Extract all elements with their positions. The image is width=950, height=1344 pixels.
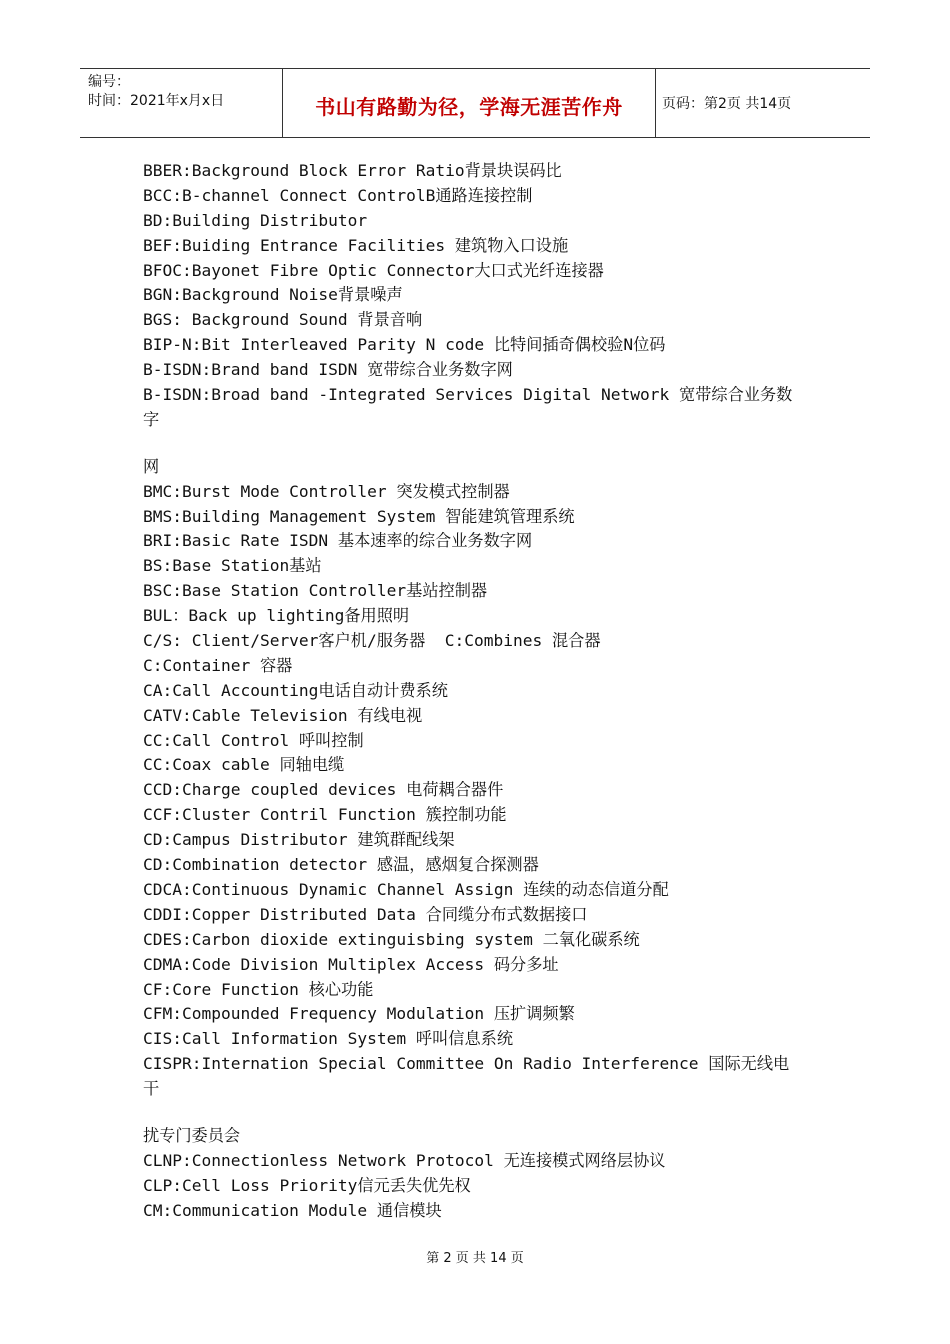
glossary-line: 扰专门委员会	[143, 1125, 241, 1145]
glossary-line: 网	[143, 456, 160, 476]
header-meta	[80, 69, 282, 137]
glossary-line: CDDI:Copper Distributed Data 合同缆分布式数据接口	[143, 904, 588, 924]
glossary-line: CDES:Carbon dioxide extinguisbing system 二氧化碳系统	[143, 929, 640, 949]
glossary-line: CM:Communication Module 通信模块	[143, 1200, 442, 1220]
glossary-line: BCC:B-channel Connect ControlB通路连接控制	[143, 185, 533, 205]
glossary-line: BSC:Base Station Controller基站控制器	[143, 581, 488, 601]
glossary-line: CLP:Cell Loss Priority信元丢失优先权	[143, 1175, 471, 1195]
glossary-line: CLNP:Connectionless Network Protocol 无连接模式网络层协议	[143, 1150, 666, 1170]
glossary-line: C:Container 容器	[143, 655, 293, 675]
glossary-line: CD:Campus Distributor 建筑群配线架	[143, 830, 455, 850]
glossary-line: BIP-N:Bit Interleaved Parity N code 比特间插奇偶校验N位码	[143, 335, 666, 355]
glossary-line: CISPR:Internation Special Committee On Radio Interference 国际无线电	[143, 1054, 790, 1074]
glossary-line: BD:Building Distributor	[143, 210, 368, 230]
glossary-line: BFOC:Bayonet Fibre Optic Connector大口式光纤连接器	[143, 260, 604, 280]
document-number-label: 编号：	[88, 74, 130, 90]
glossary-line: BRI:Basic Rate ISDN 基本速率的综合业务数字网	[143, 531, 533, 551]
page-footer: 第 2 页 共 14 页	[426, 1251, 524, 1266]
glossary-line: CATV:Cable Television 有线电视	[143, 705, 423, 725]
glossary-line: 干	[143, 1079, 160, 1099]
glossary-line: B-ISDN:Brand band ISDN 宽带综合业务数字网	[143, 360, 513, 380]
glossary-line: 字	[143, 409, 160, 429]
glossary-line: C/S: Client/Server客户机/服务器 C:Combines 混合器	[143, 631, 601, 651]
glossary-line: CD:Combination detector 感温，感烟复合探测器	[143, 855, 539, 875]
glossary-line: CC:Call Control 呼叫控制	[143, 730, 364, 750]
paragraph-gap	[143, 1102, 823, 1124]
glossary-line: BEF:Buiding Entrance Facilities 建筑物入口设施	[143, 235, 569, 255]
glossary-line: BGS: Background Sound 背景音响	[143, 310, 423, 330]
glossary-line: BS:Base Station基站	[143, 556, 322, 576]
header-motto: 书山有路勤为径，学海无涯苦作舟	[315, 95, 623, 119]
glossary-line: CCD:Charge coupled devices 电荷耦合器件	[143, 780, 504, 800]
glossary-line: BUL：Back up lighting备用照明	[143, 606, 410, 626]
glossary-line: CDMA:Code Division Multiplex Access 码分多址	[143, 954, 559, 974]
glossary-line: BMC:Burst Mode Controller 突发模式控制器	[143, 481, 510, 501]
header-motto-cell	[282, 69, 656, 137]
glossary-line: CA:Call Accounting电话自动计费系统	[143, 680, 448, 700]
glossary-line: CC:Coax cable 同轴电缆	[143, 755, 345, 775]
glossary-line: CIS:Call Information System 呼叫信息系统	[143, 1029, 514, 1049]
glossary-line: B-ISDN:Broad band -Integrated Services Digital Network 宽带综合业务数	[143, 385, 793, 405]
paragraph-gap	[143, 433, 823, 455]
glossary-line: CFM:Compounded Frequency Modulation 压扩调频繁	[143, 1004, 575, 1024]
glossary-line: CF:Core Function 核心功能	[143, 979, 374, 999]
header-page-info: 页码：第2页 共14页	[662, 96, 792, 112]
glossary-line: CCF:Cluster Contril Function 簇控制功能	[143, 805, 507, 825]
glossary-body	[143, 159, 823, 1224]
glossary-line: BMS:Building Management System 智能建筑管理系统	[143, 506, 575, 526]
page-header	[80, 68, 870, 138]
document-date-label: 时间：2021年x月x日	[88, 93, 225, 109]
glossary-line: BBER:Background Block Error Ratio背景块误码比	[143, 161, 562, 180]
glossary-line: CDCA:Continuous Dynamic Channel Assign 连续的动态信道分配	[143, 879, 669, 899]
glossary-line: BGN:Background Noise背景噪声	[143, 285, 403, 305]
